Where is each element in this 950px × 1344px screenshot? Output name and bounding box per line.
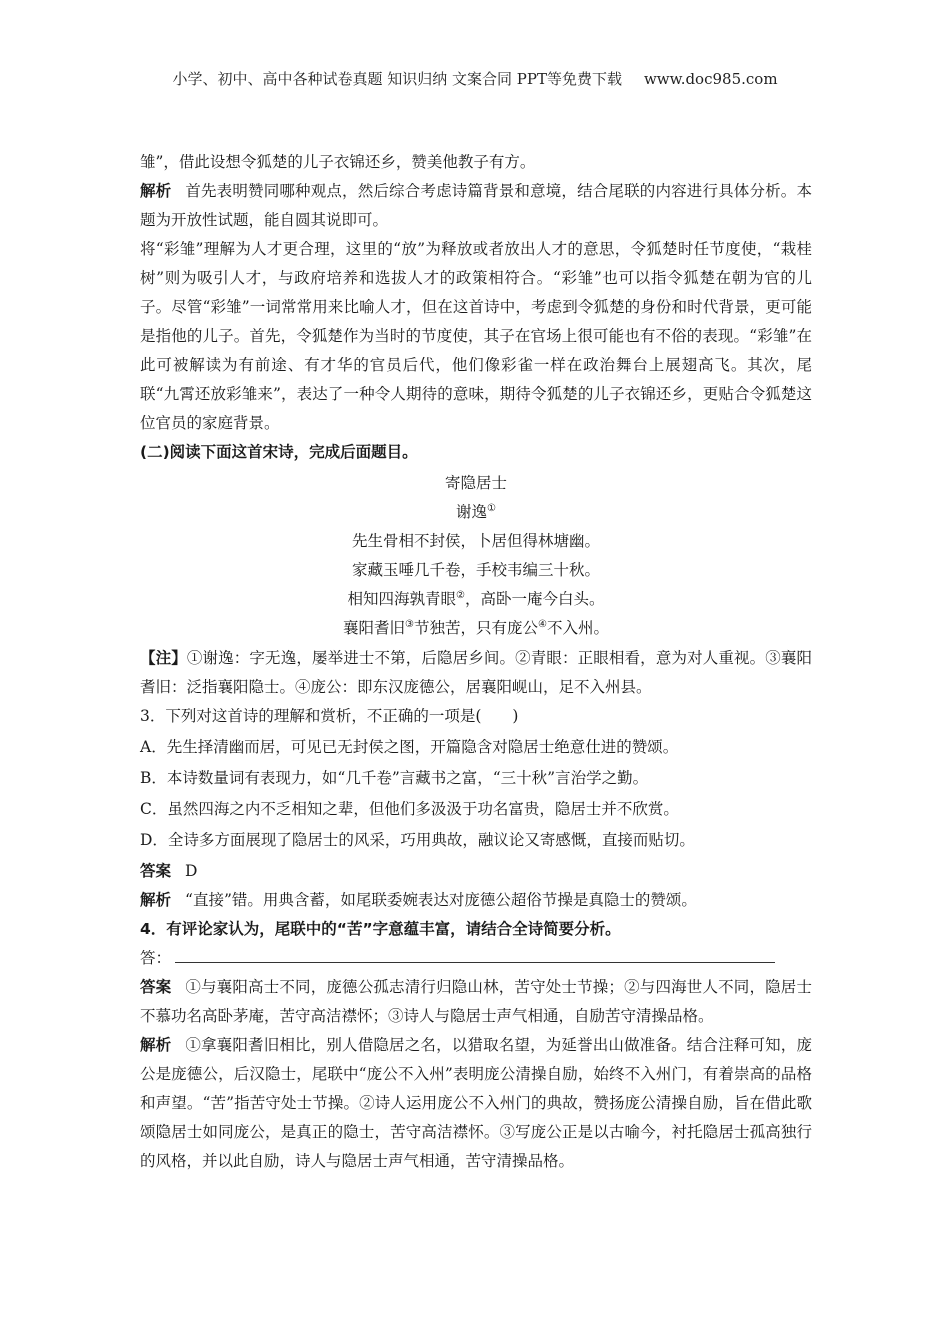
question-4-analysis <box>140 1031 812 1176</box>
explanation-paragraph: 将“彩雏”理解为人才更合理，这里的“放”为释放或者放出人才的意思，令狐楚时任节度使，“栽桂树”则为吸引人才，与政府培养和选拔人才的政策相符合。“彩雏”也可以指令狐楚在朝为官的儿子。尽管“彩雏”一词常常用来比喻人才，但在这首诗中，考虑到令狐楚的身份和时代背景，更可能是指他的儿子。首先，令狐楚作为当时的节度使，其子在官场上很可能也有不俗的表现。“彩雏”在此可被解读为有前途、有才华的官员后代，他们像彩雀一样在政治舞台上展翅高飞。其次，尾联“九霄还放彩雏来”，表达了一种令人期待的意味，期待令狐楚的儿子衣锦还乡，更贴合令狐楚这位官员的家庭背景。 <box>140 240 812 432</box>
header-text: 小学、初中、高中各种试卷真题 知识归纳 文案合同 PPT等免费下载 <box>172 70 622 88</box>
analysis-text: “直接”错。用典含蓄，如尾联委婉表达对庞德公超俗节操是真隐士的赞颂。 <box>185 891 697 909</box>
footnote-mark: ④ <box>538 618 547 630</box>
poem-line: 襄阳耆旧③节独苦，只有庞公④不入州。 <box>343 618 609 637</box>
poem-notes <box>140 643 812 702</box>
option-b: B．本诗数量词有表现力，如“几千卷”言藏书之富，“三十秋”言治学之勤。 <box>140 769 649 787</box>
answer-label: 答案 <box>140 862 172 880</box>
document-body <box>140 148 812 1176</box>
question-4-answer <box>140 973 812 1031</box>
section-heading: (二)阅读下面这首宋诗，完成后面题目。 <box>140 443 418 461</box>
analysis-text: ①拿襄阳耆旧相比，别人借隐居之名，以猎取名望，为延誉出山做准备。结合注释可知，庞公是庞德公，后汉隐士，尾联中“庞公不入州”表明庞公清操自励，始终不入州门，有着崇高的品格和声望。“苦”指苦守处士节操。②诗人运用庞公不入州门的典故，赞扬庞公清操自励，旨在借此歌颂隐居士如同庞公，是真正的隐士，苦守高洁襟怀。③写庞公正是以古喻今，衬托隐居士孤高独行的风格，并以此自励，诗人与隐居士声气相通，苦守清操品格。 <box>140 1036 812 1170</box>
poem-title: 寄隐居士 <box>444 474 507 492</box>
question-4-stem: 4．有评论家认为，尾联中的“苦”字意蕴丰富，请结合全诗简要分析。 <box>140 920 621 938</box>
analysis-label: 解析 <box>140 1036 172 1054</box>
analysis-text: 首先表明赞同哪种观点，然后综合考虑诗篇背景和意境，结合尾联的内容进行具体分析。本题为开放性试题，能自圆其说即可。 <box>140 182 812 229</box>
footnote-mark: ① <box>487 502 496 514</box>
footnote-mark: ② <box>456 589 465 601</box>
option-d: D．全诗多方面展现了隐居士的风采，巧用典故，融议论又寄感慨，直接而贴切。 <box>140 831 695 849</box>
poem-line: 家藏玉唾几千卷，手校韦编三十秋。 <box>351 561 600 579</box>
poem-author: 谢逸① <box>456 502 496 521</box>
page-header <box>0 68 950 89</box>
analysis-paragraph <box>140 177 812 235</box>
question-3-stem: 3．下列对这首诗的理解和赏析，不正确的一项是( ) <box>140 707 519 725</box>
option-a: A．先生择清幽而居，可见已无封侯之图，开篇隐含对隐居士绝意仕进的赞颂。 <box>140 738 679 756</box>
answer-label: 答案 <box>140 978 172 996</box>
answer-text: ①与襄阳高士不同，庞德公孤志清行归隐山林，苦守处士节操；②与四海世人不同，隐居士不慕功名高卧茅庵，苦守高洁襟怀；③诗人与隐居士声气相通，自励苦守清操品格。 <box>140 978 812 1025</box>
poem-line: 先生骨相不封侯，卜居但得林塘幽。 <box>351 532 600 550</box>
answer-blank[interactable] <box>175 944 775 963</box>
continued-line: 雏”，借此设想令狐楚的儿子衣锦还乡，赞美他教子有方。 <box>140 153 536 171</box>
header-site[interactable]: www.doc985.com <box>643 70 778 88</box>
answer-blank-line <box>140 944 812 973</box>
question-3-analysis <box>140 886 812 915</box>
analysis-label: 解析 <box>140 182 172 200</box>
option-c: C．虽然四海之内不乏相知之辈，但他们多汲汲于功名富贵，隐居士并不欣赏。 <box>140 800 679 818</box>
answer-value: D <box>185 862 198 880</box>
footnote-mark: ③ <box>405 618 414 630</box>
poem-line: 相知四海孰青眼②，高卧一庵今白头。 <box>347 589 605 608</box>
answer-prompt: 答： <box>140 949 172 967</box>
note-text: ①谢逸：字无逸，屡举进士不第，后隐居乡间。②青眼：正眼相看，意为对人重视。③襄阳耆旧：泛指襄阳隐士。④庞公：即东汉庞德公，居襄阳岘山，足不入州县。 <box>140 649 812 696</box>
analysis-label: 解析 <box>140 891 172 909</box>
question-3-answer <box>140 857 812 886</box>
note-label: 【注】 <box>140 648 187 667</box>
